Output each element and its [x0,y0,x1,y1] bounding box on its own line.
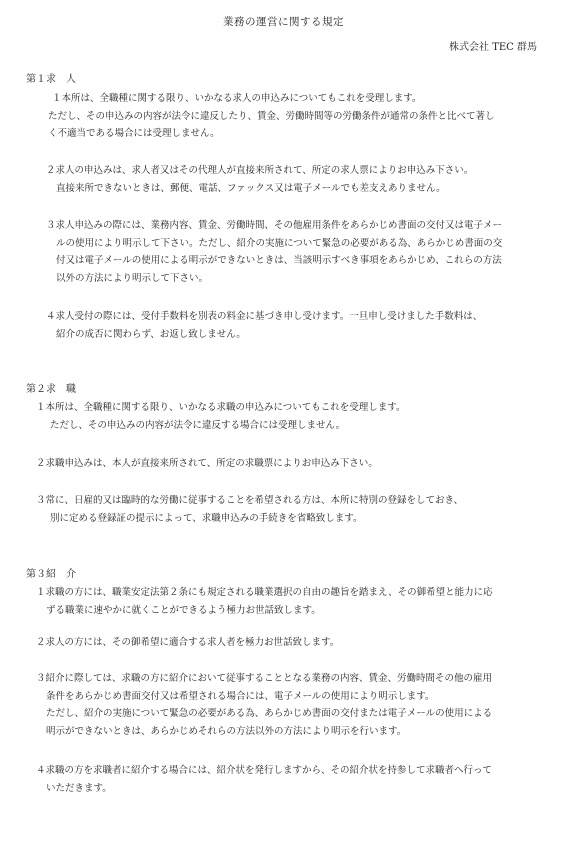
item-line: １本所は、全職種に関する限り、いかなる求職の申込みについてもこれを受理します。 [36,402,406,413]
item-line: ２求人の方には、その御希望に適合する求人者を極力お世話致します。 [36,637,340,648]
item-line: ルの使用により明示して下さい。ただし、紹介の実施について緊急の必要がある為、あらかじめ書面の交 [56,237,503,249]
item-line: ただし、その申込みの内容が法令に違反する場合には受理しません。 [50,419,346,431]
section-heading: 第２求 職 [26,384,76,395]
item-line: ３常に、日雇的又は臨時的な労働に従事することを希望される方は、本所に特別の登録をしておき、 [36,495,464,506]
document-title: 業務の運営に関する規定 [223,16,344,28]
item-line: ずる職業に速やかに就くことができるよう極力お世話致します。 [46,604,321,616]
regulation-item [36,399,406,434]
item-line: 以外の方法により明示して下さい。 [56,272,209,284]
item-line: 紹介の成否に関わらず、お返し致しません。 [56,328,246,340]
section-heading: 第１求 人 [26,74,76,85]
item-line: ３求人申込みの際には、業務内容、賃金、労働時間、その他雇用条件をあらかじめ書面の交付又は電子メー [46,220,503,231]
section-heading: 第３紹 介 [26,569,76,580]
regulation-item [46,162,473,197]
item-line: 直接来所できないときは、郵便、電話、ファックス又は電子メールでも差支えありません。 [56,182,446,194]
regulation-item [36,634,339,652]
item-line: ４求職の方を求職者に紹介する場合には、紹介状を発行しますから、その紹介状を持参して求職者へ行って [36,765,493,776]
item-line: ただし、その申込みの内容が法令に違反したり、賃金、労働時間等の労働条件が通常の条件と比べて著し [48,110,495,122]
item-line: ２求職申込みは、本人が直接来所されて、所定の求職票によりお申込み下さい。 [36,458,378,469]
item-line: １本所は、全職種に関する限り、いかなる求人の申込みについてもこれを受理します。 [52,93,422,104]
item-line: ４求人受付の際には、受付手数料を別表の料金に基づき申し受けます。一旦申し受けました手数料は、 [46,311,483,322]
regulation-item [36,670,492,740]
regulation-item [36,455,378,473]
regulation-item [46,308,482,343]
regulation-item [48,90,495,143]
regulation-item [46,217,502,287]
item-line: 付又は電子メールの使用による明示ができないときは、当該明示すべき事項をあらかじめ、これらの方法 [56,255,502,266]
item-line: いただきます。 [46,782,112,794]
item-line: ただし、紹介の実施について緊急の必要がある為、あらかじめ書面の交付または電子メールの使用による [46,708,493,719]
item-line: 別に定める登録証の提示によって、求職申込みの手続きを省略致します。 [50,512,363,524]
item-line: ３紹介に際しては、求職の方に紹介において従事することとなる業務の内容、賃金、労働時間その他の雇用 [36,673,493,684]
regulation-item [36,762,492,797]
item-line: 明示ができないときは、あらかじめそれらの方法以外の方法により明示を行います。 [46,725,407,737]
regulation-item [36,584,493,619]
item-line: 条件をあらかじめ書面交付又は希望される場合には、電子メールの使用により明示します。 [46,690,435,702]
company-name: 株式会社 TEC 群馬 [449,42,537,53]
item-line: く不適当である場合には受理しません。 [48,128,220,139]
regulation-item [36,492,463,527]
item-line: ２求人の申込みは、求人者又はその代理人が直接来所されて、所定の求人票によりお申込み下さい。 [46,165,474,176]
item-line: １求職の方には、職業安定法第２条にも規定される職業選択の自由の趣旨を踏まえ、その御希望と能力に応 [36,587,493,598]
